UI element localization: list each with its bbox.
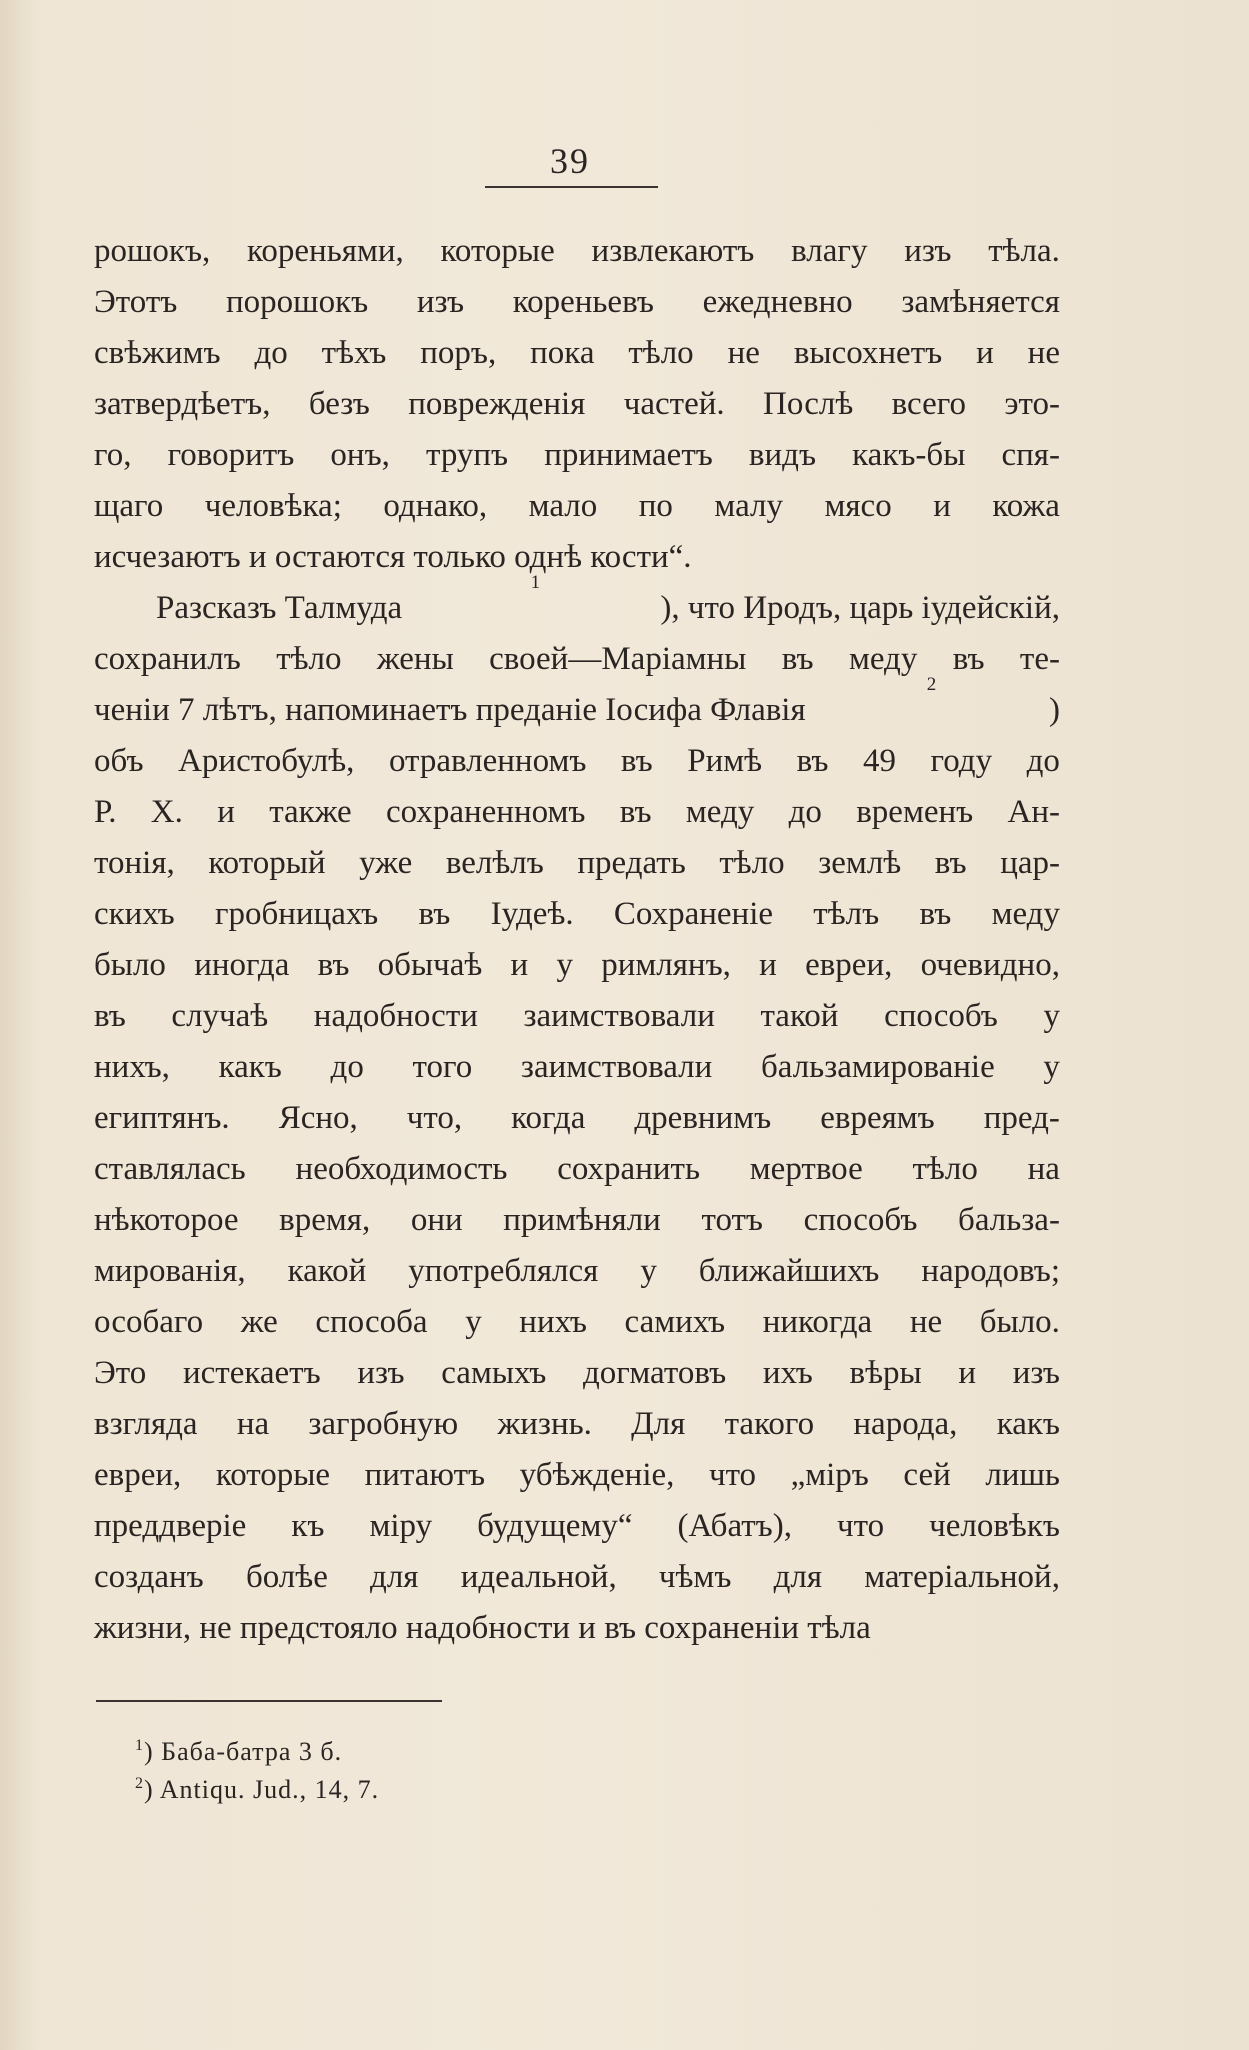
text-line [94, 1144, 1060, 1195]
text-line [94, 838, 1060, 889]
line-text: ), что Иродъ, царь іудейскій, [660, 590, 1060, 626]
footnote-text: ) Antiqu. Jud., 14, 7. [144, 1775, 380, 1804]
text-line [94, 1093, 1060, 1144]
text-line [94, 889, 1060, 940]
line-text: объ Аристобулѣ, отравленномъ въ Римѣ въ 49 году до [94, 743, 1060, 779]
footnote-ref: 1 [530, 572, 541, 593]
footnotes [135, 1733, 835, 1809]
line-text: въ случаѣ надобности заимствовали такой способъ у [94, 998, 1060, 1034]
line-text: ченіи 7 лѣтъ, напоминаетъ преданіе Іосифа Флавія [94, 692, 814, 728]
line-text: нѣкоторое время, они примѣняли тотъ способъ бальза- [94, 1202, 1060, 1238]
line-text: Р. Х. и также сохраненномъ въ меду до временъ Ан- [94, 794, 1060, 830]
line-text: Это истекаетъ изъ самыхъ догматовъ ихъ вѣры и изъ [94, 1355, 1060, 1391]
footnote [135, 1733, 835, 1771]
line-text: особаго же способа у нихъ самихъ никогда не было. [94, 1304, 1060, 1340]
text-line [94, 379, 1060, 430]
header-rule [485, 186, 658, 188]
text-line [94, 991, 1060, 1042]
line-text: египтянъ. Ясно, что, когда древнимъ евреямъ пред- [94, 1100, 1060, 1136]
text-line [94, 1348, 1060, 1399]
text-line [94, 226, 1060, 277]
line-text: ) [1049, 692, 1060, 728]
line-text: затвердѣетъ, безъ поврежденія частей. Послѣ всего это- [94, 386, 1060, 422]
line-text: сохранилъ тѣло жены своей—Маріамны въ меду въ те- [94, 641, 1060, 677]
line-text: скихъ гробницахъ въ Іудеѣ. Сохраненіе тѣлъ въ меду [94, 896, 1060, 932]
line-text: тонія, который уже велѣлъ предать тѣло землѣ въ цар- [94, 845, 1060, 881]
line-text: мированія, какой употреблялся у ближайшихъ народовъ; [94, 1253, 1060, 1289]
text-line [94, 277, 1060, 328]
footnote-rule [96, 1700, 442, 1702]
text-line [94, 572, 1060, 634]
text-line [94, 634, 1060, 685]
text-line [94, 430, 1060, 481]
line-text: жизни, не предстояло надобности и въ сохраненіи тѣла [94, 1610, 871, 1646]
text-line [94, 328, 1060, 379]
text-line [94, 736, 1060, 787]
line-text: преддверіе къ міру будущему“ (Абатъ), что человѣкъ [94, 1508, 1060, 1544]
footnote-ref: 2 [926, 674, 937, 695]
text-line [94, 674, 1060, 736]
line-text: нихъ, какъ до того заимствовали бальзамированіе у [94, 1049, 1060, 1085]
line-text: рошокъ, кореньями, которые извлекаютъ влагу изъ тѣла. [94, 233, 1060, 269]
line-text: евреи, которые питаютъ убѣжденіе, что „міръ сей лишь [94, 1457, 1060, 1493]
text-line [94, 1297, 1060, 1348]
line-text: созданъ болѣе для идеальной, чѣмъ для матеріальной, [94, 1559, 1060, 1595]
text-line [94, 1603, 1060, 1654]
line-text: Этотъ порошокъ изъ кореньевъ ежедневно замѣняется [94, 284, 1060, 320]
line-text: исчезаютъ и остаются только однѣ кости“. [94, 539, 692, 575]
text-line [94, 940, 1060, 991]
line-text: щаго человѣка; однако, мало по малу мясо и кожа [94, 488, 1060, 524]
line-text: го, говоритъ онъ, трупъ принимаетъ видъ какъ-бы спя- [94, 437, 1060, 473]
text-line [94, 1246, 1060, 1297]
text-line [94, 787, 1060, 838]
text-line [94, 1450, 1060, 1501]
text-line [94, 1042, 1060, 1093]
page-number: 39 [550, 141, 590, 181]
line-text: Разсказъ Талмуда [156, 590, 411, 626]
text-line [94, 1195, 1060, 1246]
line-text: взгляда на загробную жизнь. Для такого народа, какъ [94, 1406, 1060, 1442]
footnote-marker: 1 [135, 1737, 144, 1754]
text-line [94, 1552, 1060, 1603]
footnote-text: ) Баба-батра 3 б. [144, 1737, 343, 1766]
text-line [94, 1399, 1060, 1450]
body-text [94, 226, 1060, 1654]
line-text: было иногда въ обычаѣ и у римлянъ, и евреи, очевидно, [94, 947, 1060, 983]
line-text: ставлялась необходимость сохранить мертвое тѣло на [94, 1151, 1060, 1187]
footnote [135, 1771, 835, 1809]
footnote-marker: 2 [135, 1775, 144, 1792]
line-text: свѣжимъ до тѣхъ поръ, пока тѣло не высохнетъ и не [94, 335, 1060, 371]
text-line [94, 532, 1060, 583]
text-line [94, 1501, 1060, 1552]
text-line [94, 481, 1060, 532]
